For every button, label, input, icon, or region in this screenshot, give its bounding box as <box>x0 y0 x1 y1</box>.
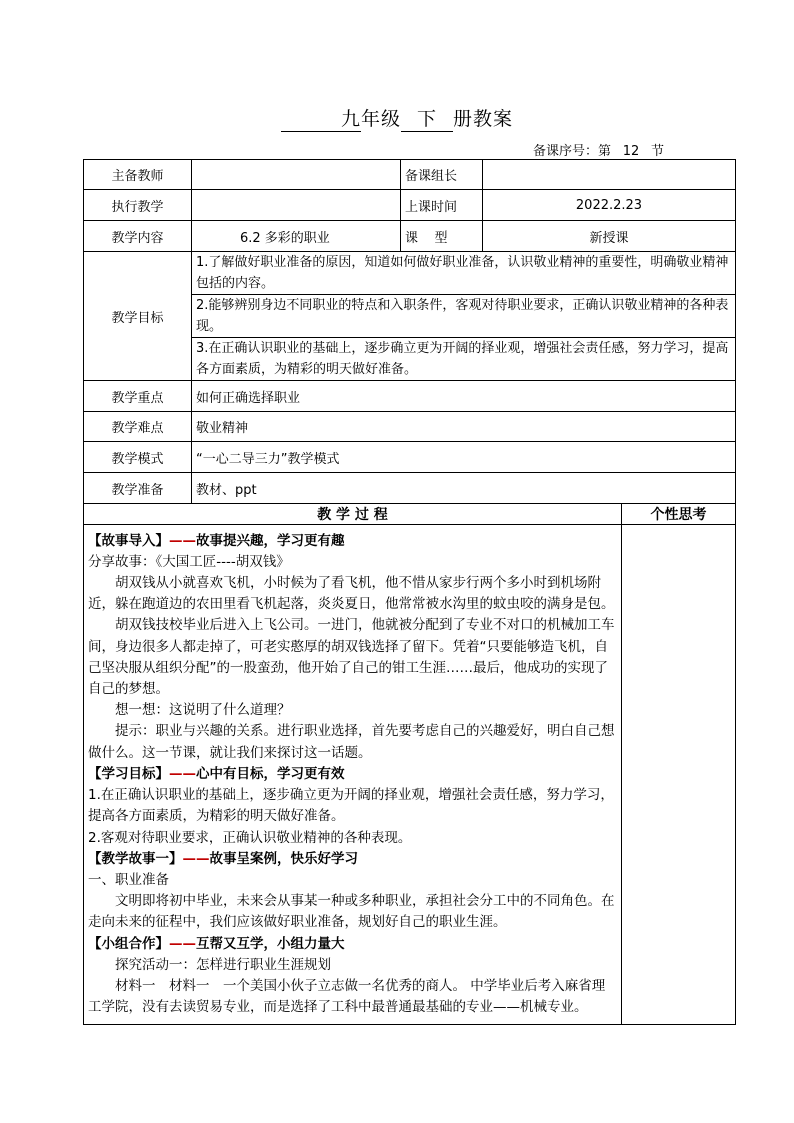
process-content <box>84 525 622 1025</box>
story-intro-line: 分享故事：《大国工匠----胡双钱》 <box>88 553 290 570</box>
activity-title: 探究活动一：怎样进行职业生涯规划 <box>115 956 331 973</box>
mode-label: 教学模式 <box>84 442 192 473</box>
section-teaching-story <box>88 849 617 870</box>
side-thinking-header: 个性思考 <box>622 504 736 525</box>
difficulty-value: 敬业精神 <box>192 412 736 442</box>
section-dash: —— <box>169 765 196 782</box>
group-leader-value <box>483 160 736 190</box>
story-paragraph: 胡双钱从小就喜欢飞机，小时候为了看飞机，他不惜从家步行两个多小时到机场附近，躲在跑道边的农田里看飞机起落，炎炎夏日，他常常被水沟里的蚊虫咬的满身是包。 <box>88 575 615 613</box>
group-leader-label: 备课组长 <box>401 160 483 190</box>
material-label: 材料一 <box>169 977 210 994</box>
material-label: 材料一 <box>115 977 156 994</box>
side-thinking-cell <box>622 525 736 1025</box>
section-tag: 【学习目标】 <box>88 765 169 782</box>
process-header: 教 学 过 程 <box>84 504 622 525</box>
sequence-label: 备课序号：第 <box>533 144 612 159</box>
section-title: 故事呈案例，快乐好学习 <box>209 850 358 867</box>
section-tag: 【小组合作】 <box>88 935 169 952</box>
story-paragraph: 文明即将初中毕业，未来会从事某一种或多种职业，承担社会分工中的不同角色。在走向未来的征程中，我们应该做好职业准备，规划好自己的职业生涯。 <box>88 893 615 931</box>
section-group-work <box>88 934 617 955</box>
executor-value <box>192 190 401 221</box>
executor-label: 执行教学 <box>84 190 192 221</box>
sequence-number: 12 <box>611 144 651 160</box>
grade-word: 年级 <box>360 108 401 130</box>
content-value: 6.2 多彩的职业 <box>192 221 401 252</box>
main-teacher-label: 主备教师 <box>84 160 192 190</box>
material-paragraph <box>88 976 617 1018</box>
material-text: 一个美国小伙子立志做一名优秀的商人。 中学毕业后考入麻省理工学院，没有去读贸易专业，而是选择了工科中最普通最基础的专业——机械专业。 <box>88 977 606 1016</box>
section-title: 故事提兴趣，学习更有趣 <box>196 532 345 549</box>
section-learning-goals <box>88 764 617 785</box>
page-title <box>0 104 794 132</box>
section-tag: 【故事导入】 <box>88 532 169 549</box>
prep-label: 教学准备 <box>84 473 192 504</box>
difficulty-label: 教学难点 <box>84 412 192 442</box>
focus-label: 教学重点 <box>84 381 192 412</box>
section-dash: —— <box>182 850 210 867</box>
section-title: 互帮又互学，小组力量大 <box>196 935 345 952</box>
section-title: 心中有目标，学习更有效 <box>196 765 345 782</box>
section-story-intro <box>88 531 617 552</box>
lesson-sequence <box>533 140 664 160</box>
hint-paragraph: 提示：职业与兴趣的关系。进行职业选择，首先要考虑自己的兴趣爱好，明白自己想做什么。这一节课，就让我们来探讨这一话题。 <box>88 723 615 761</box>
class-time-value: 2022.2.23 <box>483 190 736 221</box>
lesson-plan-table <box>83 159 736 1025</box>
sequence-unit: 节 <box>651 144 665 159</box>
term-value: 下 <box>401 104 453 132</box>
objective-item: 1.了解做好职业准备的原因，知道如何做好职业准备，认识敬业精神的重要性，明确敬业精神包括的内容。 <box>192 252 736 295</box>
focus-value: 如何正确选择职业 <box>192 381 736 412</box>
type-label: 课 型 <box>401 221 483 252</box>
goal-item: 1.在正确认识职业的基础上，逐步确立更为开阔的择业观，增强社会责任感，努力学习，提高各方面素质，为精彩的明天做好准备。 <box>88 787 614 825</box>
think-question: 想一想：这说明了什么道理？ <box>115 702 291 719</box>
section-dash: —— <box>169 532 196 549</box>
objective-item: 3.在正确认识职业的基础上，逐步确立更为开阔的择业观，增强社会责任感，努力学习，提高各方面素质，为精彩的明天做好准备。 <box>192 338 736 381</box>
subheading: 一、职业准备 <box>88 871 169 888</box>
content-label: 教学内容 <box>84 221 192 252</box>
objective-item: 2.能够辨别身边不同职业的特点和入职条件，客观对待职业要求，正确认识敬业精神的各种表现。 <box>192 295 736 338</box>
objectives-label: 教学目标 <box>84 252 192 381</box>
story-paragraph: 胡双钱技校毕业后进入上飞公司。一进门，他就被分配到了专业不对口的机械加工车间，身边很多人都走掉了，可老实憨厚的胡双钱选择了留下。凭着“只要能够造飞机，自己坚决服从组织分配”的一股蛮劲，他开始了自己的钳工生涯……最后，他成功的实现了自己的梦想。 <box>88 617 615 698</box>
class-time-label: 上课时间 <box>401 190 483 221</box>
section-dash: —— <box>169 935 196 952</box>
goal-item: 2.客观对待职业要求，正确认识敬业精神的各种表现。 <box>88 829 412 846</box>
grade-value: 九 <box>281 104 361 132</box>
section-tag: 【教学故事一】 <box>88 850 183 867</box>
type-value: 新授课 <box>483 221 736 252</box>
mode-value: “一心二导三力”教学模式 <box>192 442 736 473</box>
main-teacher-value <box>192 160 401 190</box>
plan-word: 册教案 <box>453 108 514 130</box>
prep-value: 教材、ppt <box>192 473 736 504</box>
